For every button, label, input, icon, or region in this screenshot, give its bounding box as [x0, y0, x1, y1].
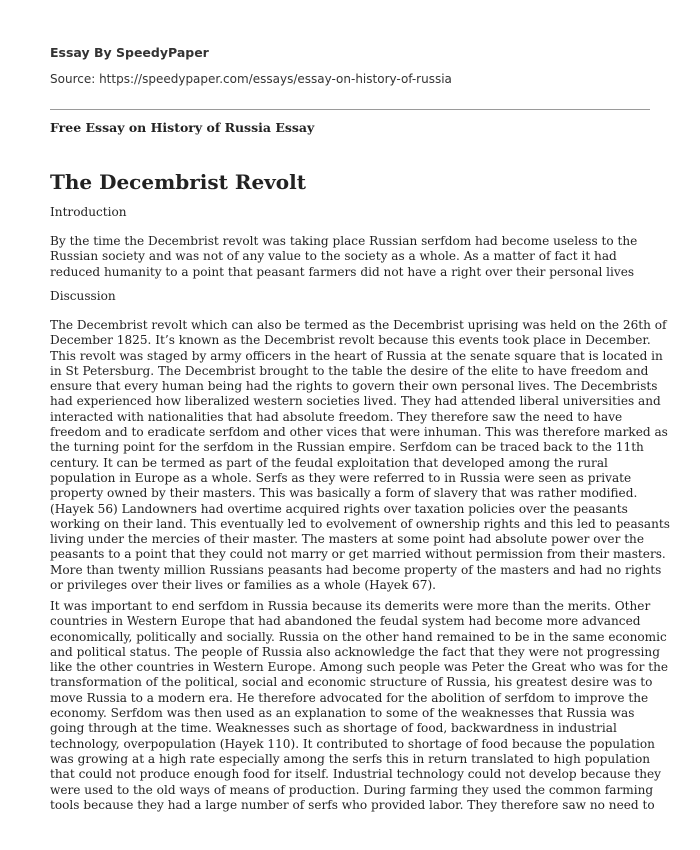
essay-heading: Free Essay on History of Russia Essay: [50, 120, 315, 135]
text-line: interacted with nationalities that had absolute freedom. They therefore saw the need to have: [50, 409, 623, 424]
text-line: or privileges over their lives or families as a whole (Hayek 67).: [50, 578, 437, 593]
text-line: property owned by their masters. This was basically a form of slavery that was rather modified.: [50, 486, 638, 501]
text-line: in St Petersburg. The Decembrist brought to the table the desire of the elite to have freedom and: [50, 363, 649, 378]
text-line: move Russia to a modern era. He therefore advocated for the abolition of serfdom to improve the: [50, 690, 649, 705]
text-line: population in Europe as a whole. Serfs as they were referred to in Russia were seen as private: [50, 470, 632, 485]
text-line: countries in Western Europe that had abandoned the feudal system had become more advanced: [50, 614, 641, 629]
text-line: transformation of the political, social and economic structure of Russia, his greatest desire was to: [50, 675, 653, 690]
source-url: Source: https://speedypaper.com/essays/essay-on-history-of-russia: [50, 72, 452, 86]
text-line: It was important to end serfdom in Russia because its demerits were more than the merits. Other: [50, 599, 651, 613]
discussion-heading: Discussion: [50, 289, 116, 303]
text-line: that could not produce enough food for itself. Industrial technology could not develop because they: [50, 767, 661, 782]
text-line: December 1825. It’s known as the Decembrist revolt because this events took place in December.: [50, 333, 651, 348]
text-line: More than twenty million Russians peasants had become property of the masters and had no rights: [50, 562, 662, 577]
header-divider: [50, 109, 650, 110]
text-line: (Hayek 56) Landowners had overtime acquired rights over taxation policies over the peasants: [50, 501, 628, 516]
text-line: working on their land. This eventually led to evolvement of ownership rights and this led to peasants: [50, 516, 670, 531]
introduction-paragraph: [50, 234, 660, 280]
text-line: ensure that every human being had the rights to govern their own personal lives. The Decembrists: [50, 379, 658, 394]
text-line: had experienced how liberalized western societies lived. They had attended liberal universities and: [50, 394, 661, 409]
text-line: This revolt was staged by army officers in the heart of Russia at the senate square that is located in: [50, 348, 663, 363]
essay-by-label: Essay By SpeedyPaper: [50, 45, 209, 60]
text-line: were used to the old ways of means of production. During farming they used the common farming: [50, 782, 654, 797]
essay-title: The Decembrist Revolt: [50, 170, 306, 194]
text-line: going through at the time. Weaknesses such as shortage of food, backwardness in industrial: [50, 721, 617, 736]
text-line: reduced humanity to a point that peasant farmers did not have a right over their personal lives: [50, 264, 635, 279]
text-line: By the time the Decembrist revolt was taking place Russian serfdom had become useless to the: [50, 234, 638, 248]
text-line: Russian society and was not of any value to the society as a whole. As a matter of fact it had: [50, 249, 617, 264]
text-line: and political status. The people of Russia also acknowledge the fact that they were not progressing: [50, 644, 660, 659]
text-line: freedom and to eradicate serfdom and other vices that were inhuman. This was therefore marked as: [50, 425, 668, 440]
text-line: century. It can be termed as part of the feudal exploitation that developed among the rural: [50, 455, 608, 470]
discussion-paragraph-1: [50, 318, 670, 593]
text-line: The Decembrist revolt which can also be termed as the Decembrist uprising was held on the 26th of: [50, 318, 667, 332]
text-line: like the other countries in Western Europe. Among such people was Peter the Great who was for the: [50, 660, 669, 675]
text-line: economically, politically and socially. Russia on the other hand remained to be in the same economic: [50, 629, 667, 644]
text-line: economy. Serfdom was then used as an explanation to some of the weaknesses that Russia was: [50, 706, 635, 721]
introduction-heading: Introduction: [50, 205, 127, 219]
text-line: technology, overpopulation (Hayek 110). It contributed to shortage of food because the population: [50, 736, 655, 751]
text-line: peasants to a point that they could not marry or get married without permission from their masters.: [50, 547, 666, 562]
text-line: the turning point for the serfdom in the Russian empire. Serfdom can be traced back to the 11th: [50, 440, 644, 455]
text-line: was growing at a high rate especially among the serfs this in return translated to high population: [50, 751, 651, 766]
text-line: tools because they had a large number of serfs who provided labor. They therefore saw no need to: [50, 797, 655, 812]
discussion-paragraph-2: [50, 599, 669, 813]
text-line: living under the mercies of their master. The masters at some point had absolute power over the: [50, 532, 645, 547]
